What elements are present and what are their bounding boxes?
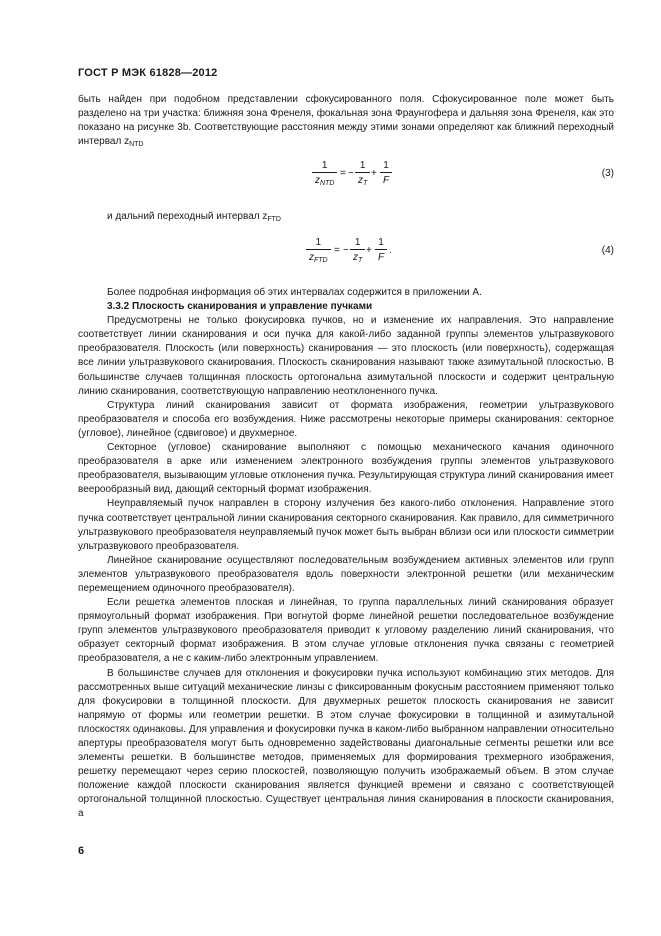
formula-3-f-denominator: F: [383, 175, 390, 186]
intro-text: быть найден при подобном представлении сфокусированного поля. Сфокусированное поле может быть разделено на три участка: ближняя зона Френеля, фокальная зона Фраунгофера и дальняя зона Френеля, как это показано на рисунке 3b. Соответствующие расстояния между этими зонами определяют как ближний переходный интервал z: [78, 94, 614, 148]
formula-4-plus: +: [366, 245, 372, 256]
body-paragraph: В большинстве случаев для отклонения и фокусировки пучка используют комбинацию этих методов. Для рассмотренных выше ситуаций механические линзы с фиксированным фокусным расстоянием применяют только для фокусировки в толщинной плоскости. Для двухмерных решеток плоскость сканирования не зависит напрямую от формы или геометрии решетки. В этом случае фокусировки в толщинной и азимутальной плоскостях одинаковы. Для управления и фокусировки пучка в каком-либо выбранном направлении относительно апертуры преобразователя могут быть одновременно задействованы диагональные сегменты решетки или все элементы решетки. В большинстве методов, применяемых для формирования трехмерного изображения, решетку перемещают через серию плоскостей, позволяющую получить изображаемый объем. В этом случае положение каждой плоскости сканирования является функцией времени и связано с соответствующей ортогональной толщинной плоскостью. Существует центральная линия сканирования в плоскости сканирования, а: [78, 667, 614, 820]
formula-3-equals: =: [340, 168, 346, 179]
formula-3-zt-denominator: $z_T$: [358, 175, 368, 187]
subsection-title: 3.3.2 Плоскость сканирования и управление пучками: [107, 301, 373, 313]
formula-4-f-fraction: [375, 237, 387, 263]
formula-4-period: .: [389, 245, 392, 256]
far-transition-intro: [107, 211, 281, 222]
formula-4-zt-fraction: [350, 237, 365, 263]
formula-3-lhs-denominator: $z_{NTD}$: [315, 175, 335, 187]
formula-3-zt-numerator: 1: [359, 160, 366, 171]
formula-3-zt-fraction: [355, 160, 370, 186]
formula-4-lhs-denominator: $z_{FTD}$: [309, 252, 328, 264]
body-paragraph: Секторное (угловое) сканирование выполняют с помощью механического качания одиночного преобразователя в арке или изменением электронного возбуждения группы элементов ультразвукового преобразователя, вызывающим угловые отклонения пучка. Результирующая структура линий сканирования имеет веерообразный вид, дающий секторный формат изображения.: [78, 442, 614, 496]
page-number: 6: [78, 845, 85, 857]
formula-4-zt-denominator: $z_T$: [353, 252, 363, 264]
body-paragraph: Предусмотрены не только фокусировка пучков, но и изменение их направления. Это направление соответствует линии сканирования и оси пучка для какой-либо заданной группы элементов ультразвукового преобразователя. Плоскость (или поверхность) сканирования — это плоскость (или поверхность), содержащая все линии ультразвукового сканирования. Плоскость сканирования называют также азимутальной плоскостью. В большинстве случаев толщинная плоскость ортогональна азимутальной плоскости и содержит центральную линию сканирования, соответствующую направлению неотклоненного пучка.: [78, 315, 614, 397]
formula-4-lhs-numerator: 1: [315, 237, 322, 248]
body-paragraph: Если решетка элементов плоская и линейная, то группа параллельных линий сканирования образует прямоугольный формат изображения. При вогнутой форме линейной решетки последовательное возбуждение групп элементов ультразвукового преобразователя приводит к угловому разделению линий сканирования, что образует секторный формат изображения. В этом случае угловые отклонения пучка связаны с геометрией преобразователя, а не с каким-либо электронным управлением.: [78, 597, 614, 665]
formula-4-minus: −: [343, 245, 349, 256]
formula-3-plus: +: [371, 168, 377, 179]
formula-3-number: (3): [601, 168, 614, 179]
formula-3: [78, 160, 614, 196]
page-header-title: ГОСТ Р МЭК 61828—2012: [78, 67, 218, 79]
formula-4-number: (4): [601, 245, 614, 256]
formula-4-equals: =: [334, 245, 340, 256]
formula-4-zt-numerator: 1: [354, 237, 361, 248]
body-paragraph: Неуправляемый пучок направлен в сторону излучения без какого-либо отклонения. Направление этого пучка соответствует центральной линии сканирования секторного сканирования. Как правило, для симметричного ультразвукового преобразователя неуправляемый пучок может быть выбран вблизи оси или плоскости симметрии ультразвукового преобразователя.: [78, 498, 614, 552]
formula-4-f-denominator: F: [378, 252, 385, 263]
body-paragraph: Структура линий сканирования зависит от формата изображения, геометрии ультразвукового преобразователя и способа его возбуждения. Ниже рассмотрены некоторые примеры сканирования: секторное (угловое), линейное (сдвиговое) и двухмерное.: [78, 399, 614, 439]
body-paragraph: Линейное сканирование осуществляют последовательным возбуждением активных элементов или групп элементов ультразвукового преобразователя вдоль поверхности электронной решетки (или механическим перемещением одиночного преобразователя).: [78, 554, 614, 594]
formula-4-f-numerator: 1: [378, 237, 384, 248]
intro-paragraph: [78, 93, 614, 149]
formula-3-lhs-numerator: 1: [321, 160, 328, 171]
appendix-note: Более подробная информация об этих интервалах содержится в приложении А.: [107, 287, 482, 298]
formula-3-minus: −: [348, 168, 354, 179]
formula-3-f-numerator: 1: [383, 160, 389, 171]
main-body: [78, 286, 614, 822]
intro-subscript: NTD: [129, 141, 144, 149]
formula-3-f-fraction: [380, 160, 392, 186]
far-intro-text: и дальний переходный интервал z: [107, 211, 268, 222]
formula-4: [78, 237, 614, 273]
formula-3-lhs-fraction: [312, 160, 337, 186]
formula-4-lhs-fraction: [306, 237, 331, 263]
far-intro-subscript: FTD: [267, 216, 281, 223]
